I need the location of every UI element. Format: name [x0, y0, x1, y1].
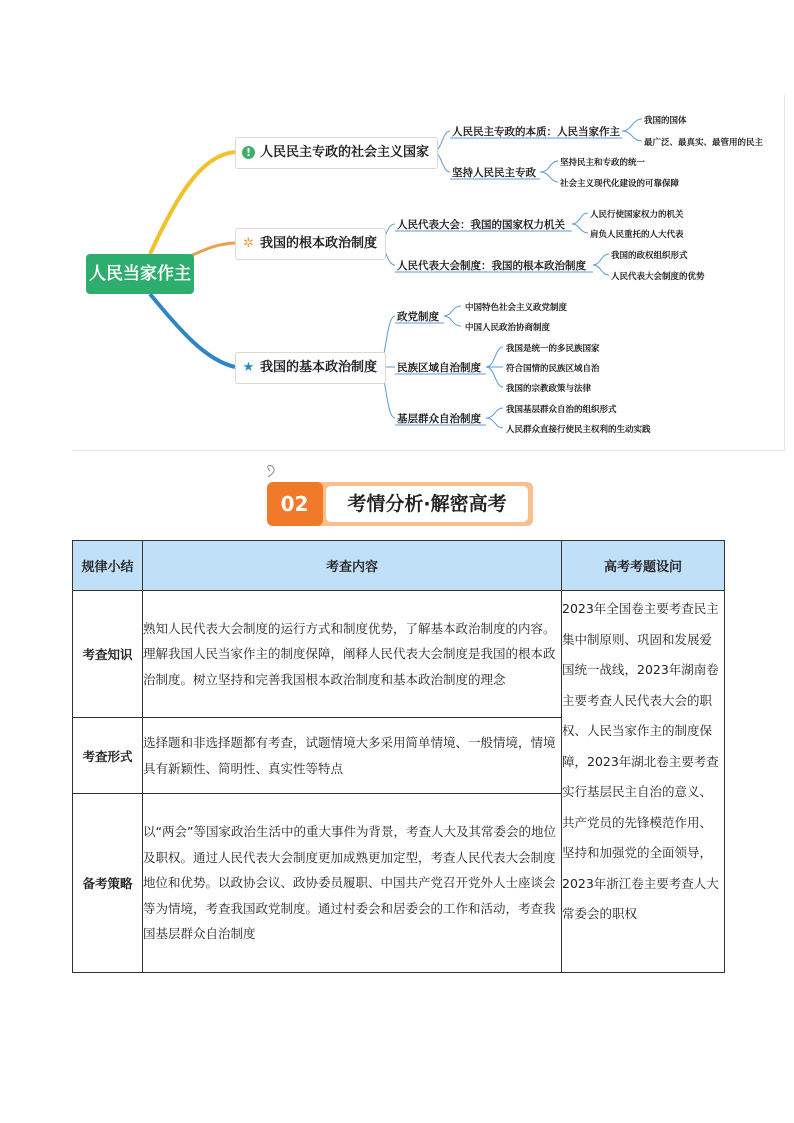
- branch-3-child-2-leaf-1: 我国是统一的多民族国家: [506, 344, 600, 354]
- row-content: 选择题和非选择题都有考查，试题情境大多采用简单情境、一般情境，情境具有新颖性、简明性、真实性等特点: [143, 718, 562, 794]
- branch-3-child-1: 政党制度: [397, 311, 439, 323]
- connector-root-branch-1: [150, 152, 235, 254]
- branch-2-child-1-leaf-1: 人民行使国家权力的机关: [590, 210, 684, 220]
- questions-cell: 2023年全国卷主要考查民主集中制原则、巩固和发展爱国统一战线，2023年湖南卷主要考查人民代表大会的职权、人民当家作主的制度保障，2023年湖北卷主要考查实行基层民主自治的意义、共产党员的先锋模范作用、坚持和加强党的全面领导，2023年浙江卷主要考查人大常委会的职权: [562, 591, 725, 973]
- connector-root-branch-3: [150, 294, 235, 367]
- branch-3-child-2-leaf-3: 我国的宗教政策与法律: [506, 384, 592, 394]
- branch-3-child-2-leaf-2: 符合国情的民族区域自治: [506, 364, 600, 374]
- branch-2-child-2-leaf-1: 我国的政权组织形式: [611, 251, 688, 261]
- branch-3-child-1-leaf-2: 中国人民政治协商制度: [465, 323, 551, 333]
- branch-title-text: 我国的根本政治制度: [260, 236, 378, 251]
- mind-map-root: 人民当家作主: [86, 254, 194, 294]
- gear-icon: ✲: [243, 236, 254, 251]
- branch-3-child-3-leaf-1: 我国基层群众自治的组织形式: [506, 405, 617, 415]
- branch-1-child-1-leaf-2: 最广泛、最真实、最管用的民主: [644, 138, 764, 148]
- branch-3-child-3-leaf-2: 人民群众直接行使民主权利的生动实践: [506, 425, 651, 435]
- table-header-cell: 考查内容: [143, 541, 562, 591]
- branch-1-child-2-leaf-1: 坚持民主和专政的统一: [560, 158, 646, 168]
- mind-map: [0, 0, 794, 460]
- branch-title-1: [235, 137, 438, 169]
- table-header-cell: 高考考题设问: [562, 541, 725, 591]
- section-title: 考情分析·解密高考: [347, 493, 507, 515]
- branch-2-child-1-leaf-2: 肩负人民重托的人大代表: [590, 230, 684, 240]
- table-row: [73, 591, 725, 718]
- table-header-cell: 规律小结: [73, 541, 143, 591]
- branch-1-child-2-leaf-2: 社会主义现代化建设的可靠保障: [560, 179, 680, 189]
- section-number: 02: [280, 492, 309, 516]
- row-label: 备考策略: [73, 794, 143, 973]
- table-header-row: [73, 541, 725, 591]
- row-label: 考查形式: [73, 718, 143, 794]
- branch-1-child-1: 人民民主专政的本质：人民当家作主: [452, 126, 620, 138]
- branch-3-child-1-leaf-1: 中国特色社会主义政党制度: [465, 303, 568, 313]
- branch-3-child-2: 民族区域自治制度: [397, 362, 481, 374]
- row-content: 熟知人民代表大会制度的运行方式和制度优势，了解基本政治制度的内容。理解我国人民当家作主的制度保障，阐释人民代表大会制度是我国的根本政治制度。树立坚持和完善我国根本政治制度和基本政治制度的理念: [143, 591, 562, 718]
- branch-1-child-2: 坚持人民民主专政: [452, 167, 536, 179]
- branch-title-3: [235, 352, 386, 384]
- branch-title-text: 人民民主专政的社会主义国家: [260, 145, 430, 160]
- section-badge: [266, 465, 534, 527]
- branch-2-child-2: 人民代表大会制度：我国的根本政治制度: [397, 260, 586, 272]
- row-label: 考查知识: [73, 591, 143, 718]
- connector-root-branch-2: [190, 243, 235, 256]
- branch-3-child-3: 基层群众自治制度: [397, 413, 481, 425]
- branch-title-2: [235, 228, 386, 260]
- branch-2-child-1: 人民代表大会：我国的国家权力机关: [397, 219, 565, 231]
- row-content: 以“两会”等国家政治生活中的重大事件为背景，考查人大及其常委会的地位及职权。通过人民代表大会制度更加成熟更加定型，考查人民代表大会制度地位和优势。以政协会议、政协委员履职、中国共产党召开党外人士座谈会等为情境，考查我国政党制度。通过村委会和居委会的工作和活动，考查我国基层群众自治制度: [143, 794, 562, 973]
- exam-analysis-table: [72, 540, 725, 973]
- branch-title-text: 我国的基本政治制度: [260, 360, 378, 375]
- branch-2-child-2-leaf-2: 人民代表大会制度的优势: [611, 272, 705, 282]
- star-icon: ★: [242, 360, 255, 375]
- branch-1-child-1-leaf-1: 我国的国体: [644, 116, 687, 126]
- exclamation-circle-icon: !: [242, 146, 255, 159]
